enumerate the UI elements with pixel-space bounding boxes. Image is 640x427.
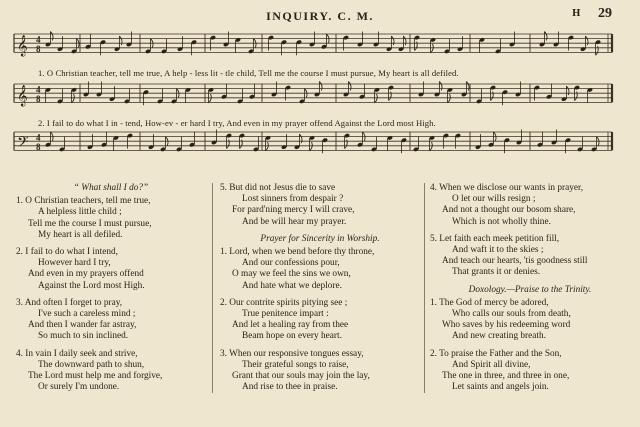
time-signature-top: 4	[36, 34, 41, 45]
stanza-line: I've such a careless mind ;	[38, 309, 136, 320]
time-signature-top: 4	[36, 132, 41, 143]
music-score	[0, 0, 640, 180]
stanza-line: And rise to thee in praise.	[242, 382, 338, 393]
note-flag	[50, 32, 53, 41]
stanza	[220, 247, 420, 292]
stanza	[220, 349, 420, 394]
lyric-line-2: 2. I fail to do what I in - tend, How-ev - er hard I try, And even in my prayer offend Against the Lord most High.	[38, 118, 436, 128]
stanza-line: However hard I try,	[38, 258, 111, 269]
column-prayer-for-sincerity	[220, 183, 420, 393]
stanza-line: So much to sin inclined.	[38, 331, 129, 342]
time-signature-bottom: 8	[36, 141, 41, 152]
bass-clef-icon: 𝄢	[17, 133, 29, 155]
stanza-line: 1. O Christian teachers, tell me true,	[16, 196, 151, 207]
stanza-line: And then I wander far astray,	[28, 320, 137, 331]
stanza-line: Beam hope on every heart.	[242, 331, 342, 342]
treble-clef-icon: 𝄞	[17, 35, 28, 57]
page-number: 29	[598, 6, 612, 21]
stanza	[430, 183, 630, 228]
section-heading: Prayer for Sincerity in Worship.	[260, 233, 380, 244]
stanza-line: 3. When our responsive tongues essay,	[220, 348, 364, 359]
stanza-line: Lost sinners from despair ?	[242, 194, 344, 205]
stanza	[220, 298, 420, 343]
stanza-line: 2. Our contrite spirits pitying see ;	[220, 297, 348, 308]
note-flag	[585, 36, 588, 45]
stanza-line: A helpless little child ;	[38, 207, 122, 218]
column-doxology	[430, 183, 630, 393]
stanza-line: True penitence impart :	[242, 309, 329, 320]
stanza-line: For pard'ning mercy I will crave,	[232, 205, 355, 216]
stanza-line: And Spirit all divine,	[452, 359, 531, 370]
stanza-line: Against the Lord most High.	[38, 280, 145, 291]
stanza-line: That grants it or denies.	[452, 267, 541, 278]
time-signature-bottom: 8	[36, 93, 41, 104]
column-what-shall-i-do	[16, 183, 206, 393]
stanza-line: The Lord must help me and forgive,	[28, 371, 163, 382]
stanza-line: My heart is all defiled.	[38, 229, 123, 240]
stanza-line: And even in my prayers offend	[28, 269, 144, 280]
stanza-line: And let a healing ray from thee	[232, 320, 349, 331]
stanza-line: Who calls our souls from death,	[452, 309, 571, 320]
stanza	[220, 183, 420, 228]
stanza-line: O let our wills resign ;	[452, 194, 536, 205]
stanza-line: 3. And often I forget to pray,	[16, 297, 123, 308]
stanza-line: Or surely I'm undone.	[38, 382, 120, 393]
stanza-line: And waft it to the skies ;	[452, 245, 544, 256]
page-title: INQUIRY. C. M.	[266, 9, 374, 23]
stanza-line: 1. The God of mercy be adored,	[430, 297, 549, 308]
stanza-line: Let saints and angels join.	[452, 382, 549, 393]
stanza-line: The one in three, and three in one,	[442, 371, 570, 382]
stanza-line: And teach our hearts, 'tis goodness still	[442, 256, 588, 267]
stanza	[16, 298, 206, 343]
stanza	[430, 349, 630, 394]
column-divider	[212, 183, 213, 393]
stanza-line: And our confessions pour,	[242, 258, 340, 269]
stanza-line: Tell me the course I must pursue,	[28, 218, 152, 229]
stanza-line: 5. But did not Jesus die to save	[220, 183, 336, 193]
stanza-line: 2. I fail to do what I intend,	[16, 247, 118, 258]
stanza-line: And hate what we deplore.	[242, 280, 342, 291]
stanza	[430, 298, 630, 343]
stanza-line: And not a thought our bosom share,	[442, 205, 576, 216]
stanza-line: O may we feel the sins we own,	[232, 269, 351, 280]
stanza-line: The downward path to shun,	[38, 359, 145, 370]
stanza-line: 4. When we disclose our wants in prayer,	[430, 183, 584, 193]
stanza-line: 1. Lord, when we bend before thy throne,	[220, 247, 375, 258]
stanza-line: Their grateful songs to raise,	[242, 359, 349, 370]
stanza-line: Who saves by his redeeming word	[442, 320, 571, 331]
stanza-line: 5. Let faith each meek petition fill,	[430, 233, 560, 244]
stanza	[16, 247, 206, 292]
stanza	[16, 349, 206, 394]
stanza	[16, 196, 206, 241]
time-signature-top: 4	[36, 84, 41, 95]
stanza	[430, 234, 630, 279]
stanza-line: And be will hear my prayer.	[242, 216, 347, 227]
stanza-line: 2. To praise the Father and the Son,	[430, 348, 562, 359]
stanza-line: Which is not wholly thine.	[452, 216, 551, 227]
note-flag	[544, 32, 547, 41]
column-divider	[424, 183, 425, 393]
stanza-line: Grant that our souls may join the lay,	[232, 371, 370, 382]
time-signature-bottom: 8	[36, 43, 41, 54]
section-heading: Doxology.—Praise to the Trinity.	[468, 284, 592, 295]
stanza-line: 4. In vain I daily seek and strive,	[16, 348, 138, 359]
signature-mark: H	[572, 9, 581, 19]
stanza-line: And new creating breath.	[452, 331, 546, 342]
note-flag	[566, 86, 569, 95]
treble-clef-icon: 𝄞	[17, 85, 28, 107]
lyric-line-1: 1. O Christian teacher, tell me true, A help - less lit - tle child, Tell me the course I must pursue, My heart is all defiled.	[38, 68, 459, 78]
section-heading: “ What shall I do?”	[73, 183, 149, 193]
